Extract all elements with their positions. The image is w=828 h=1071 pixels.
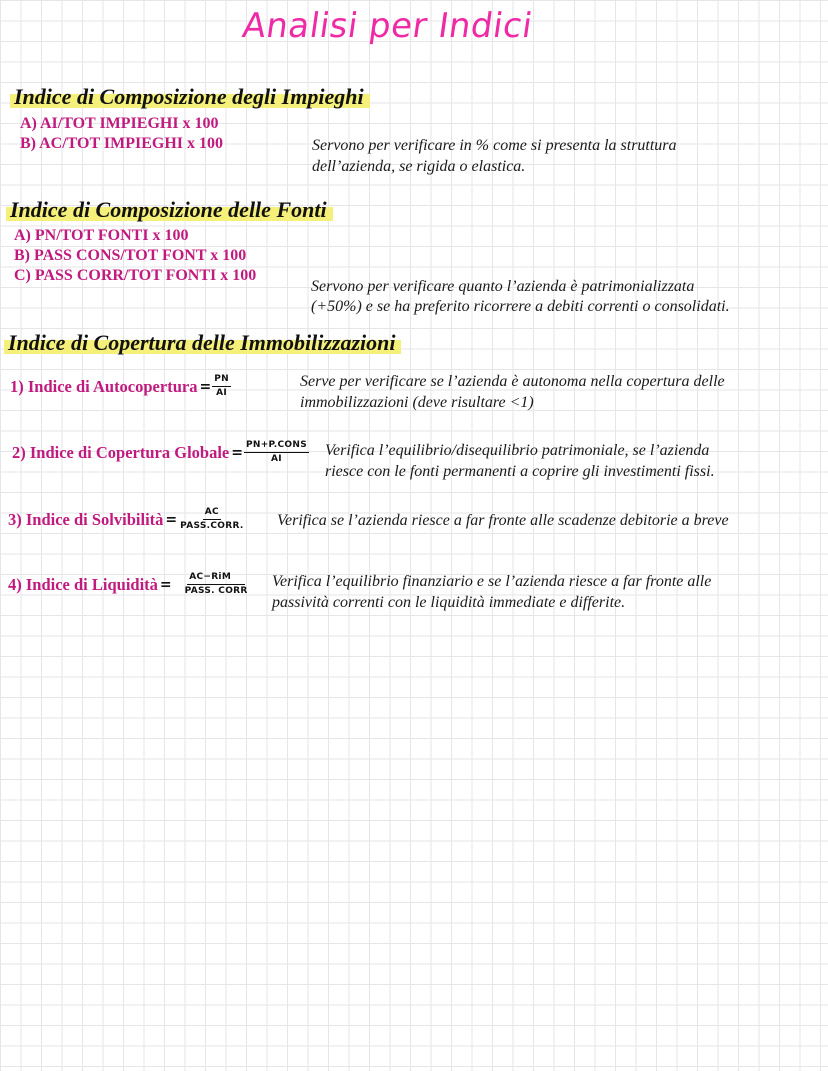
formula-numerator: PN+P.CONS [244, 440, 309, 453]
index-label: 2) Indice di Copertura Globale [12, 442, 230, 462]
impieghi-description-line2: dell’azienda, se rigida o elastica. [312, 158, 526, 175]
section-heading-copertura: Indice di Copertura delle Immobilizzazioni [4, 330, 401, 356]
impieghi-item-a: A) AI/TOT IMPIEGHI x 100 [20, 115, 219, 132]
formula-fraction [183, 572, 250, 597]
fonti-item-a: A) PN/TOT FONTI x 100 [14, 227, 189, 244]
formula-fraction [244, 440, 309, 465]
copertura-globale-description-line2: riesce con le fonti permanenti a coprire gli investimenti fissi. [325, 463, 715, 480]
equals-sign: = [165, 511, 178, 528]
copertura-globale-description-line1: Verifica l’equilibrio/disequilibrio patrimoniale, se l’azienda [325, 442, 710, 459]
formula-numerator: AC−RiM [187, 572, 245, 585]
fonti-item-b: B) PASS CONS/TOT FONT x 100 [14, 247, 247, 264]
index-solvibilita [8, 507, 246, 532]
page-title: Analisi per Indici [239, 6, 536, 46]
index-label: 4) Indice di Liquidità [8, 574, 158, 594]
impieghi-description-line1: Servono per verificare in % come si presenta la struttura [312, 137, 677, 154]
formula-numerator: AC [203, 507, 221, 520]
impieghi-item-b: B) AC/TOT IMPIEGHI x 100 [20, 135, 223, 152]
fonti-description-line2: (+50%) e se ha preferito ricorrere a debiti correnti o consolidati. [311, 298, 730, 315]
liquidita-description-line2: passività correnti con le liquidità immediate e differite. [272, 594, 626, 611]
section-heading-fonti: Indice di Composizione delle Fonti [6, 197, 333, 223]
autocopertura-description-line2: immobilizzazioni (deve risultare <1) [300, 394, 534, 411]
formula-denominator: AI [216, 388, 228, 398]
equals-sign: = [159, 576, 172, 593]
formula-fraction [178, 507, 245, 532]
equals-sign: = [199, 378, 212, 395]
equals-sign: = [231, 444, 243, 461]
autocopertura-description-line1: Serve per verificare se l’azienda è autonoma nella copertura delle [300, 373, 725, 390]
formula-denominator: AI [271, 454, 282, 464]
fonti-item-c: C) PASS CORR/TOT FONTI x 100 [14, 267, 257, 284]
solvibilita-description: Verifica se l’azienda riesce a far fronte alle scadenze debitorie a breve [277, 512, 729, 529]
formula-denominator: PASS. CORR [184, 586, 248, 596]
formula-numerator: PN [212, 374, 231, 387]
liquidita-description-line1: Verifica l’equilibrio finanziario e se l’azienda riesce a far fronte alle [272, 573, 712, 590]
index-autocopertura [10, 374, 231, 399]
section-heading-impieghi: Indice di Composizione degli Impieghi [10, 84, 370, 110]
index-liquidita [8, 572, 250, 597]
index-copertura-globale [12, 440, 309, 465]
fonti-description-line1: Servono per verificare quanto l’azienda è patrimonializzata [311, 278, 695, 295]
index-label: 1) Indice di Autocopertura [10, 376, 198, 396]
index-label: 3) Indice di Solvibilità [8, 509, 164, 529]
formula-denominator: PASS.CORR. [180, 521, 244, 531]
formula-fraction [212, 374, 231, 399]
